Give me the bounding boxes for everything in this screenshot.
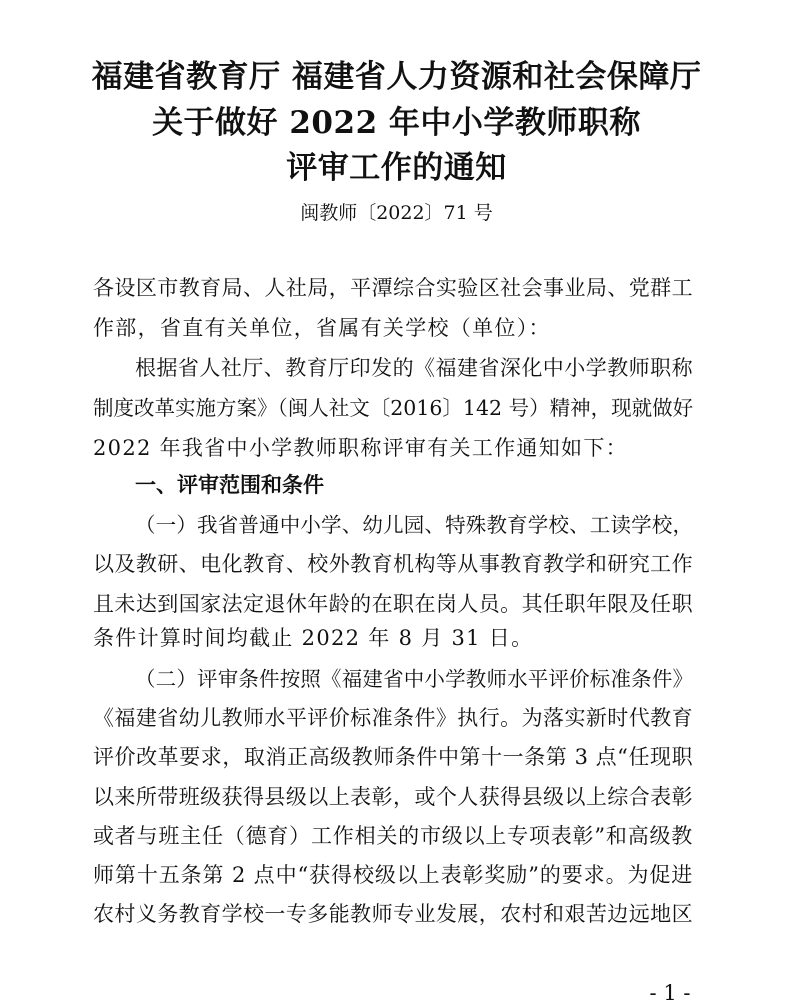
intro-line-2: 制度改革实施方案》（闽人社文〔2016〕142 号）精神，现就做好 bbox=[93, 396, 694, 420]
page-number: - 1 - bbox=[649, 981, 691, 1005]
para1-line-1: （一）我省普通中小学、幼儿园、特殊教育学校、工读学校， bbox=[135, 513, 693, 537]
para1-line-2: 以及教研、电化教育、校外教育机构等从事教育教学和研究工作 bbox=[93, 552, 693, 576]
para2-line-6: 师第十五条第 2 点中“获得校级以上表彰奖励”的要求。为促进 bbox=[93, 863, 693, 887]
title-line-1: 福建省教育厅 福建省人力资源和社会保障厅 bbox=[91, 59, 702, 95]
title-line-2: 关于做好 2022 年中小学教师职称 bbox=[152, 105, 641, 141]
intro-line-3: 2022 年我省中小学教师职称评审有关工作通知如下： bbox=[93, 436, 628, 460]
para1-line-3: 且未达到国家法定退休年龄的在职在岗人员。其任职年限及任职 bbox=[93, 592, 693, 616]
para2-line-2: 《福建省幼儿教师水平评价标准条件》执行。为落实新时代教育 bbox=[93, 706, 693, 730]
addressee-line-2: 作部，省直有关单位，省属有关学校（单位）： bbox=[93, 316, 551, 340]
para2-line-7: 农村义务教育学校一专多能教师专业发展，农村和艰苦边远地区 bbox=[93, 902, 693, 926]
para2-line-4: 以来所带班级获得县级以上表彰，或个人获得县级以上综合表彰 bbox=[93, 785, 693, 809]
para1-line-4: 条件计算时间均截止 2022 年 8 月 31 日。 bbox=[93, 626, 534, 650]
title-line-3: 评审工作的通知 bbox=[286, 150, 507, 186]
addressee-line-1: 各设区市教育局、人社局，平潭综合实验区社会事业局、党群工 bbox=[93, 276, 693, 300]
para2-line-5: 或者与班主任（德育）工作相关的市级以上专项表彰”和高级教 bbox=[93, 824, 693, 848]
section-heading: 一、评审范围和条件 bbox=[135, 473, 324, 497]
document-number: 闽教师〔2022〕71 号 bbox=[300, 202, 493, 224]
para2-line-3: 评价改革要求，取消正高级教师条件中第十一条第 3 点“任现职 bbox=[93, 745, 693, 769]
intro-line-1: 根据省人社厅、教育厅印发的《福建省深化中小学教师职称 bbox=[135, 356, 693, 380]
para2-line-1: （二）评审条件按照《福建省中小学教师水平评价标准条件》 bbox=[135, 667, 693, 691]
